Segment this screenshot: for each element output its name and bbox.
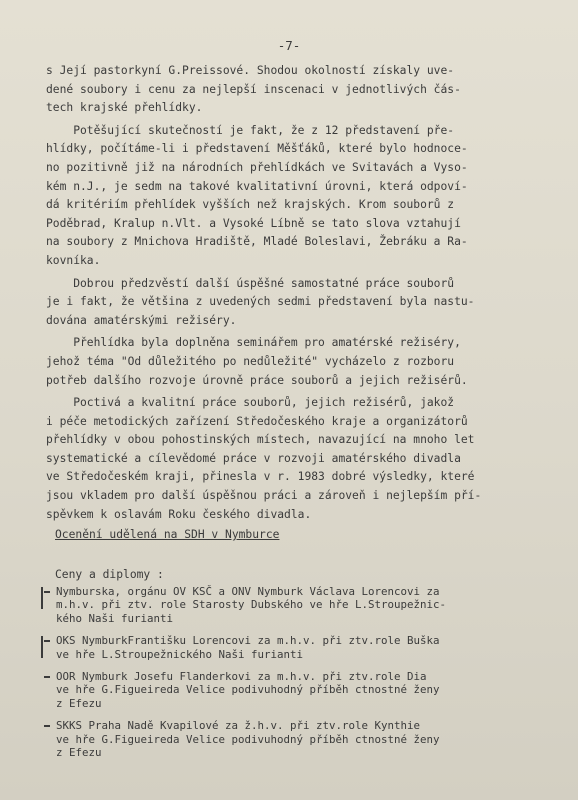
text-line: Přehlídka byla doplněna seminářem pro amatérské režiséry,	[46, 336, 461, 350]
list-item	[44, 719, 554, 759]
list-item	[44, 670, 554, 710]
dash-bullet-icon	[44, 725, 50, 727]
text-line: kovníka.	[46, 253, 101, 267]
text-line: přehlídky v obou pohostinských místech, navazující na mnoho let	[46, 433, 475, 447]
section-heading: Ocenění udělená na SDH v Nymburce	[55, 528, 280, 541]
dash-bullet-icon	[44, 640, 50, 642]
text-line: SKKS Praha Nadě Kvapilové za ž.h.v. při ztv.role Kynthie	[56, 719, 421, 733]
paragraph	[46, 122, 546, 271]
text-line: ve hře G.Figueireda Velice podivuhodný příběh ctnostné ženy	[56, 732, 440, 746]
text-line: ve Středočeském kraji, přinesla v r. 1983 dobré výsledky, které	[46, 470, 475, 484]
awards-subheading: Ceny a diplomy :	[55, 568, 164, 581]
text-line: no pozitivně již na národních přehlídkách ve Svitavách a Vyso-	[46, 160, 468, 174]
paragraph	[46, 62, 546, 118]
text-line: OKS NymburkFrantišku Lorencovi za m.h.v. při ztv.role Buška	[56, 634, 440, 648]
text-line: kého Naši furianti	[56, 611, 174, 625]
text-line: m.h.v. při ztv. role Starosty Dubského ve hře L.Stroupežnic-	[56, 598, 447, 612]
paragraph	[46, 334, 546, 390]
dash-bullet-icon	[44, 676, 50, 678]
text-line: Nymburska, orgánu OV KSČ a ONV Nymburk Václava Lorencovi za	[56, 585, 440, 598]
text-line: Poděbrad, Kralup n.Vlt. a Vysoké Líbně se tato slova vztahují	[46, 216, 461, 230]
text-line: ve hře L.Stroupežnického Naši furianti	[56, 647, 304, 661]
page-number: -7-	[277, 38, 301, 53]
awards-list	[44, 585, 554, 768]
list-item	[44, 634, 554, 661]
text-line: Poctivá a kvalitní práce souborů, jejich režisérů, jakož	[46, 396, 455, 410]
body-text	[46, 62, 546, 524]
text-line: i péče metodických zařízení Středočeského kraje a organizátorů	[46, 414, 468, 428]
text-line: je i fakt, že většina z uvedených sedmi představení byla nastu-	[46, 295, 475, 309]
margin-mark	[41, 636, 43, 658]
list-item	[44, 585, 554, 625]
text-line: dá kritériím přehlídek vyšších než krajských. Krom souborů z	[46, 198, 455, 212]
text-line: z Efezu	[56, 746, 102, 760]
text-line: ve hře G.Figueireda Velice podivuhodný příběh ctnostné ženy	[56, 683, 440, 697]
text-line: dené soubory i cenu za nejlepší inscenaci v jednotlivých čás-	[46, 82, 461, 96]
paragraph	[46, 275, 546, 331]
text-line: OOR Nymburk Josefu Flanderkovi za m.h.v. při ztv.role Dia	[56, 670, 427, 684]
text-line: Potěšující skutečností je fakt, že z 12 představení pře-	[46, 123, 455, 137]
text-line: na soubory z Mnichova Hradiště, Mladé Boleslavi, Žebráku a Ra-	[46, 235, 468, 249]
text-line: dována amatérskými režiséry.	[46, 313, 237, 327]
text-line: Dobrou předzvěstí další úspěšné samostatné práce souborů	[46, 276, 455, 290]
text-line: s Její pastorkyní G.Preissové. Shodou okolností získaly uve-	[46, 64, 455, 77]
text-line: kém n.J., je sedm na takové kvalitativní úrovni, která odpoví-	[46, 179, 468, 193]
text-line: systematické a cílevědomé práce v rozvoji amatérského divadla	[46, 451, 461, 465]
text-line: jsou vkladem pro další úspěšnou práci a zároveň i nejlepším pří-	[46, 489, 482, 503]
text-line: potřeb dalšího rozvoje úrovně práce souborů a jejich režisérů.	[46, 373, 468, 387]
text-line: hlídky, počítáme-li i představení Měšťáků, které bylo hodnoce-	[46, 142, 468, 156]
text-line: spěvkem k oslavám Roku českého divadla.	[46, 507, 312, 521]
text-line: tech krajské přehlídky.	[46, 101, 203, 115]
margin-mark	[41, 587, 43, 609]
text-line: jehož téma "Od důležitého po nedůležité" vycházelo z rozboru	[46, 354, 455, 368]
paragraph	[46, 394, 546, 524]
text-line: z Efezu	[56, 696, 102, 710]
dash-bullet-icon	[44, 591, 50, 593]
